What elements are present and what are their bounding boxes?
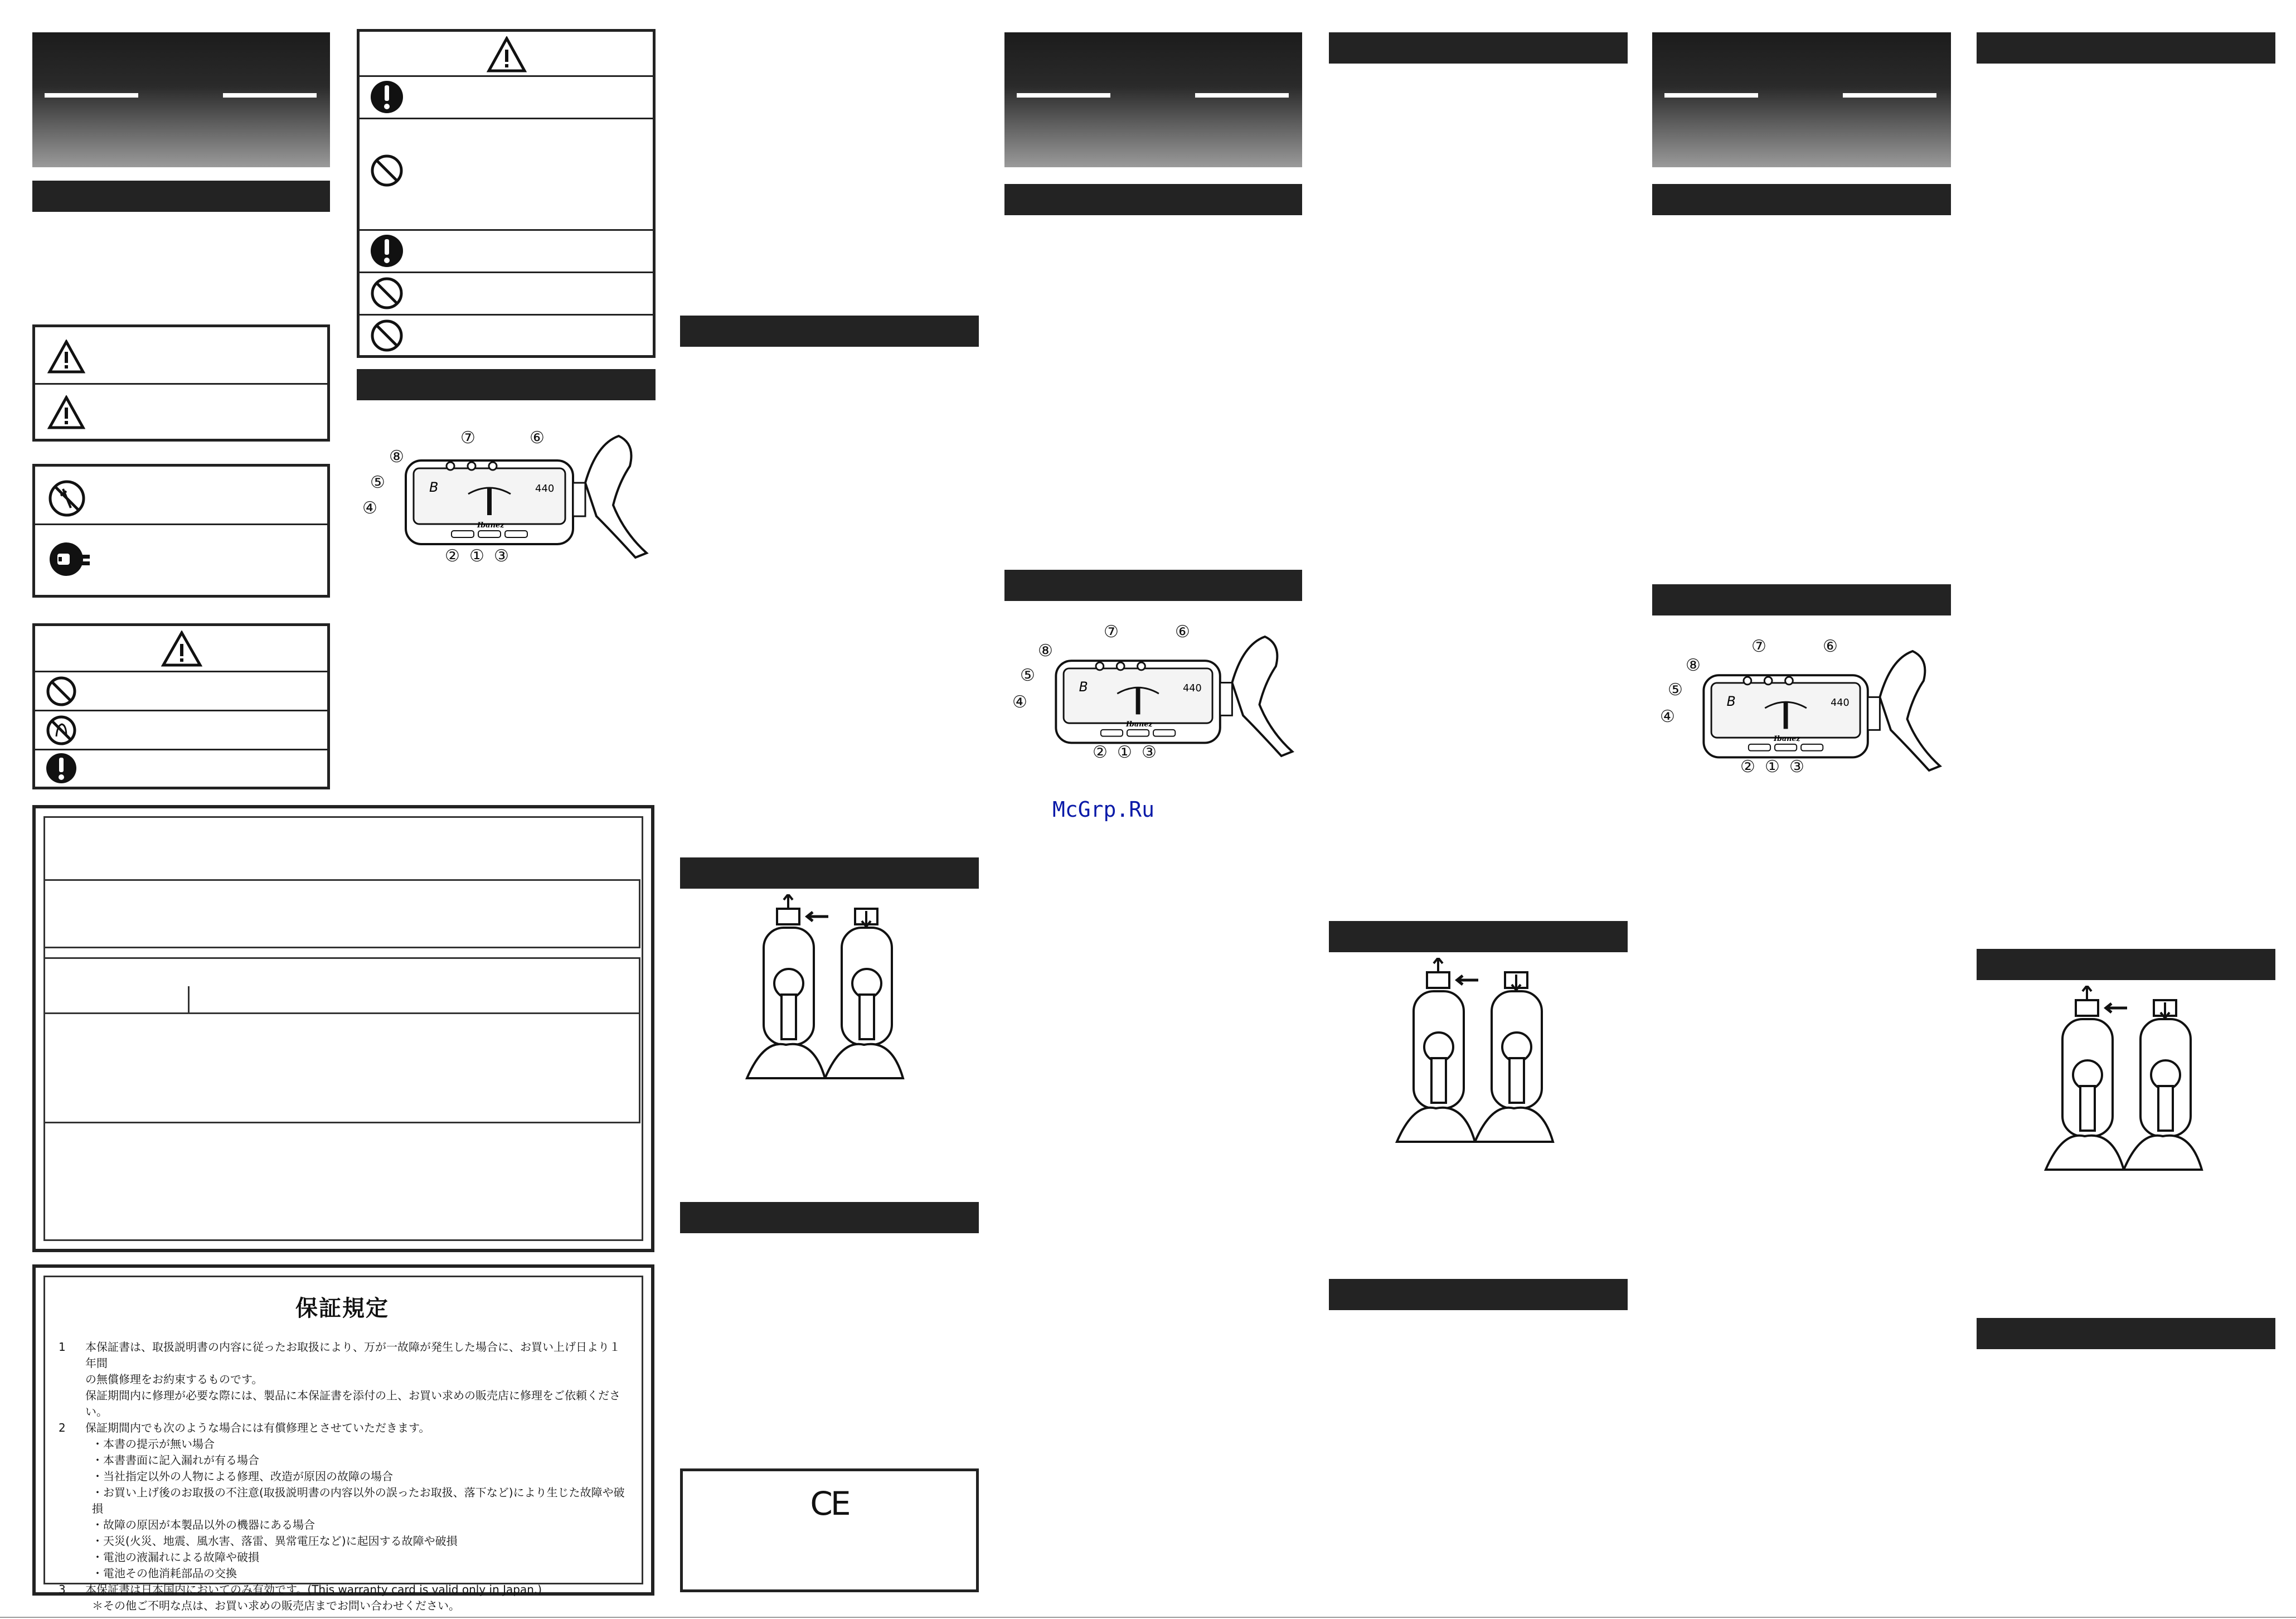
callout-6: ⑥ (530, 428, 545, 448)
callout-8: ⑧ (1038, 641, 1053, 661)
warranty-item (59, 1420, 626, 1436)
battery-diagram (730, 894, 920, 1095)
warranty-item-number: 1 (59, 1340, 66, 1354)
battery-diagram-svg (2029, 986, 2219, 1186)
callout-4: ④ (362, 498, 377, 518)
warranty-item-text: の無償修理をお約束するものです。 (85, 1373, 263, 1386)
header-panel (1004, 32, 1302, 167)
callout-8: ⑧ (1686, 656, 1701, 675)
warning-legend-box (32, 324, 330, 442)
symbol-legend-box (32, 464, 330, 598)
warranty-card (32, 805, 654, 1252)
warranty-item-number (59, 1485, 85, 1517)
warranty-item-text: ・天災(火災、地震、風水害、落雷、異常電圧など)に起因する故障や破損 (92, 1534, 458, 1548)
callout-6: ⑥ (1823, 637, 1838, 656)
warranty-item-text: ・電池の液漏れによる故障や破損 (92, 1550, 259, 1564)
prohibited-circle-icon (370, 318, 404, 353)
lcd-note: B (1726, 694, 1736, 710)
callout-7: ⑦ (460, 428, 475, 448)
lcd-frequency: 440 (535, 483, 555, 495)
warranty-card-inner (43, 816, 643, 1241)
section-bar (1004, 570, 1302, 601)
callout-3: ③ (1142, 743, 1157, 762)
callout-3: ③ (494, 546, 509, 566)
callout-5: ⑤ (1020, 666, 1035, 685)
warranty-item-text: ・当社指定以外の人物による修理、改造が原因の故障の場合 (92, 1470, 393, 1483)
section-bar (1329, 32, 1628, 64)
callout-2: ② (445, 546, 460, 566)
warranty-item-text: 本保証書は日本国内においてのみ有効です。(This warranty card is valid only in Japan.) (85, 1583, 542, 1596)
section-bar (1329, 921, 1628, 952)
warranty-terms-card (32, 1264, 654, 1612)
section-bar (1977, 32, 2275, 64)
warranty-item-text: ＊その他ご不明な点は、お買い求めの販売店までお問い合わせください。 (92, 1599, 460, 1612)
callout-8: ⑧ (389, 447, 404, 467)
ce-box (680, 1468, 979, 1592)
section-bar (1977, 1318, 2275, 1349)
warranty-item-number (59, 1517, 85, 1533)
warranty-item-text: ・本書書面に記入漏れが有る場合 (92, 1453, 259, 1467)
brand-logo: Ibanez (1126, 720, 1153, 729)
warranty-item (59, 1452, 626, 1468)
callout-1: ① (1765, 757, 1780, 777)
callout-5: ⑤ (1668, 680, 1683, 700)
warranty-item (59, 1388, 626, 1420)
warranty-item-number (59, 1549, 85, 1565)
warranty-item-number (59, 1388, 85, 1420)
section-bar (1329, 1279, 1628, 1310)
battery-diagram (2029, 986, 2219, 1186)
lcd-frequency: 440 (1831, 697, 1850, 709)
callout-3: ③ (1789, 757, 1804, 777)
exclamation-circle-icon (45, 752, 77, 784)
warranty-item-text: ・お買い上げ後のお取扱の不注意(取扱説明書の内容以外の誤ったお取扱、落下など)により生じた故障や破損 (92, 1486, 625, 1515)
warranty-item-number (59, 1452, 85, 1468)
trim-line (0, 1617, 2296, 1618)
cover-header-panel (32, 32, 330, 167)
warning-triangle-icon (47, 395, 85, 430)
warranty-terms-inner (43, 1276, 643, 1612)
callout-4: ④ (1660, 707, 1675, 726)
warranty-item (59, 1549, 626, 1565)
warranty-title: 保証規定 (295, 1296, 389, 1321)
callout-4: ④ (1012, 692, 1027, 712)
warranty-field-block (45, 879, 640, 948)
warning-triangle-icon (47, 340, 85, 374)
warranty-item (59, 1339, 626, 1371)
callout-2: ② (1740, 757, 1755, 777)
prohibited-circle-icon (370, 276, 404, 311)
warranty-item-number: 2 (59, 1421, 66, 1434)
callout-1: ① (469, 546, 484, 566)
battery-diagram-svg (1380, 958, 1570, 1158)
warranty-item (59, 1582, 626, 1598)
warranty-item-number: 3 (59, 1583, 66, 1596)
no-wet-hands-icon (45, 714, 77, 747)
exclamation-circle-icon (370, 234, 404, 268)
section-bar (1652, 184, 1951, 215)
caution-legend-box (32, 623, 330, 789)
section-bar (680, 857, 979, 889)
warranty-field-block (45, 1014, 640, 1123)
warranty-item-number (59, 1598, 85, 1614)
prohibited-circle-icon (45, 675, 77, 707)
tuner-diagram (357, 421, 658, 572)
no-disassembly-icon (47, 479, 86, 518)
watermark: McGrp.Ru (1052, 797, 1155, 822)
warranty-item-number (59, 1565, 85, 1582)
header-panel (1652, 32, 1951, 167)
battery-diagram (1380, 958, 1570, 1158)
callout-7: ⑦ (1104, 622, 1119, 642)
warranty-item-text: 保証期間内に修理が必要な際には、製品に本保証書を添付の上、お買い求めの販売店に修理をご依頼ください。 (85, 1389, 620, 1418)
callout-7: ⑦ (1751, 637, 1766, 656)
section-bar (32, 181, 330, 212)
battery-diagram-svg (730, 894, 920, 1095)
lcd-note: B (1079, 679, 1088, 695)
warranty-item (59, 1565, 626, 1582)
warranty-item-text: ・本書の提示が無い場合 (92, 1437, 215, 1451)
callout-2: ② (1093, 743, 1108, 762)
warranty-item (59, 1598, 626, 1614)
warranty-item-number (59, 1371, 85, 1388)
warranty-item-number (59, 1436, 85, 1452)
warranty-item (59, 1436, 626, 1452)
warranty-item-text: ・故障の原因が本製品以外の機器にある場合 (92, 1518, 315, 1531)
safety-symbol-table (357, 29, 656, 358)
callout-1: ① (1117, 743, 1132, 762)
brand-logo: Ibanez (477, 521, 504, 530)
warranty-item-text: 本保証書は、取扱説明書の内容に従ったお取扱により、万が一故障が発生した場合に、お買い上げ日より１年間 (85, 1340, 620, 1370)
warranty-item-number (59, 1533, 85, 1549)
section-bar (1652, 584, 1951, 615)
warranty-field-block (45, 957, 640, 1014)
warranty-item-text: ・電池その他消耗部品の交換 (92, 1567, 237, 1580)
warranty-item (59, 1468, 626, 1485)
section-bar (1977, 949, 2275, 980)
warranty-item (59, 1517, 626, 1533)
section-bar (680, 1202, 979, 1233)
section-bar (680, 316, 979, 347)
ce-mark: CE (810, 1485, 849, 1523)
prohibited-circle-icon (370, 153, 404, 188)
lcd-frequency: 440 (1183, 683, 1202, 695)
section-bar (1004, 184, 1302, 215)
tuner-diagram (1008, 621, 1303, 772)
unplug-icon (47, 538, 91, 580)
brand-logo: Ibanez (1774, 734, 1800, 743)
warning-triangle-icon (487, 36, 527, 73)
warranty-item-text: 保証期間内でも次のような場合には有償修理とさせていただきます。 (85, 1421, 430, 1434)
callout-6: ⑥ (1175, 622, 1190, 642)
warranty-item (59, 1485, 626, 1517)
tuner-diagram (1656, 636, 1951, 786)
warranty-item (59, 1533, 626, 1549)
section-bar (357, 369, 656, 400)
warranty-item (59, 1371, 626, 1388)
warning-triangle-icon (161, 631, 202, 667)
warranty-item-number (59, 1468, 85, 1485)
warranty-list (59, 1339, 626, 1614)
exclamation-circle-icon (370, 80, 404, 114)
warranty-field-divider (188, 986, 190, 1014)
lcd-note: B (429, 479, 439, 495)
callout-5: ⑤ (370, 473, 385, 492)
